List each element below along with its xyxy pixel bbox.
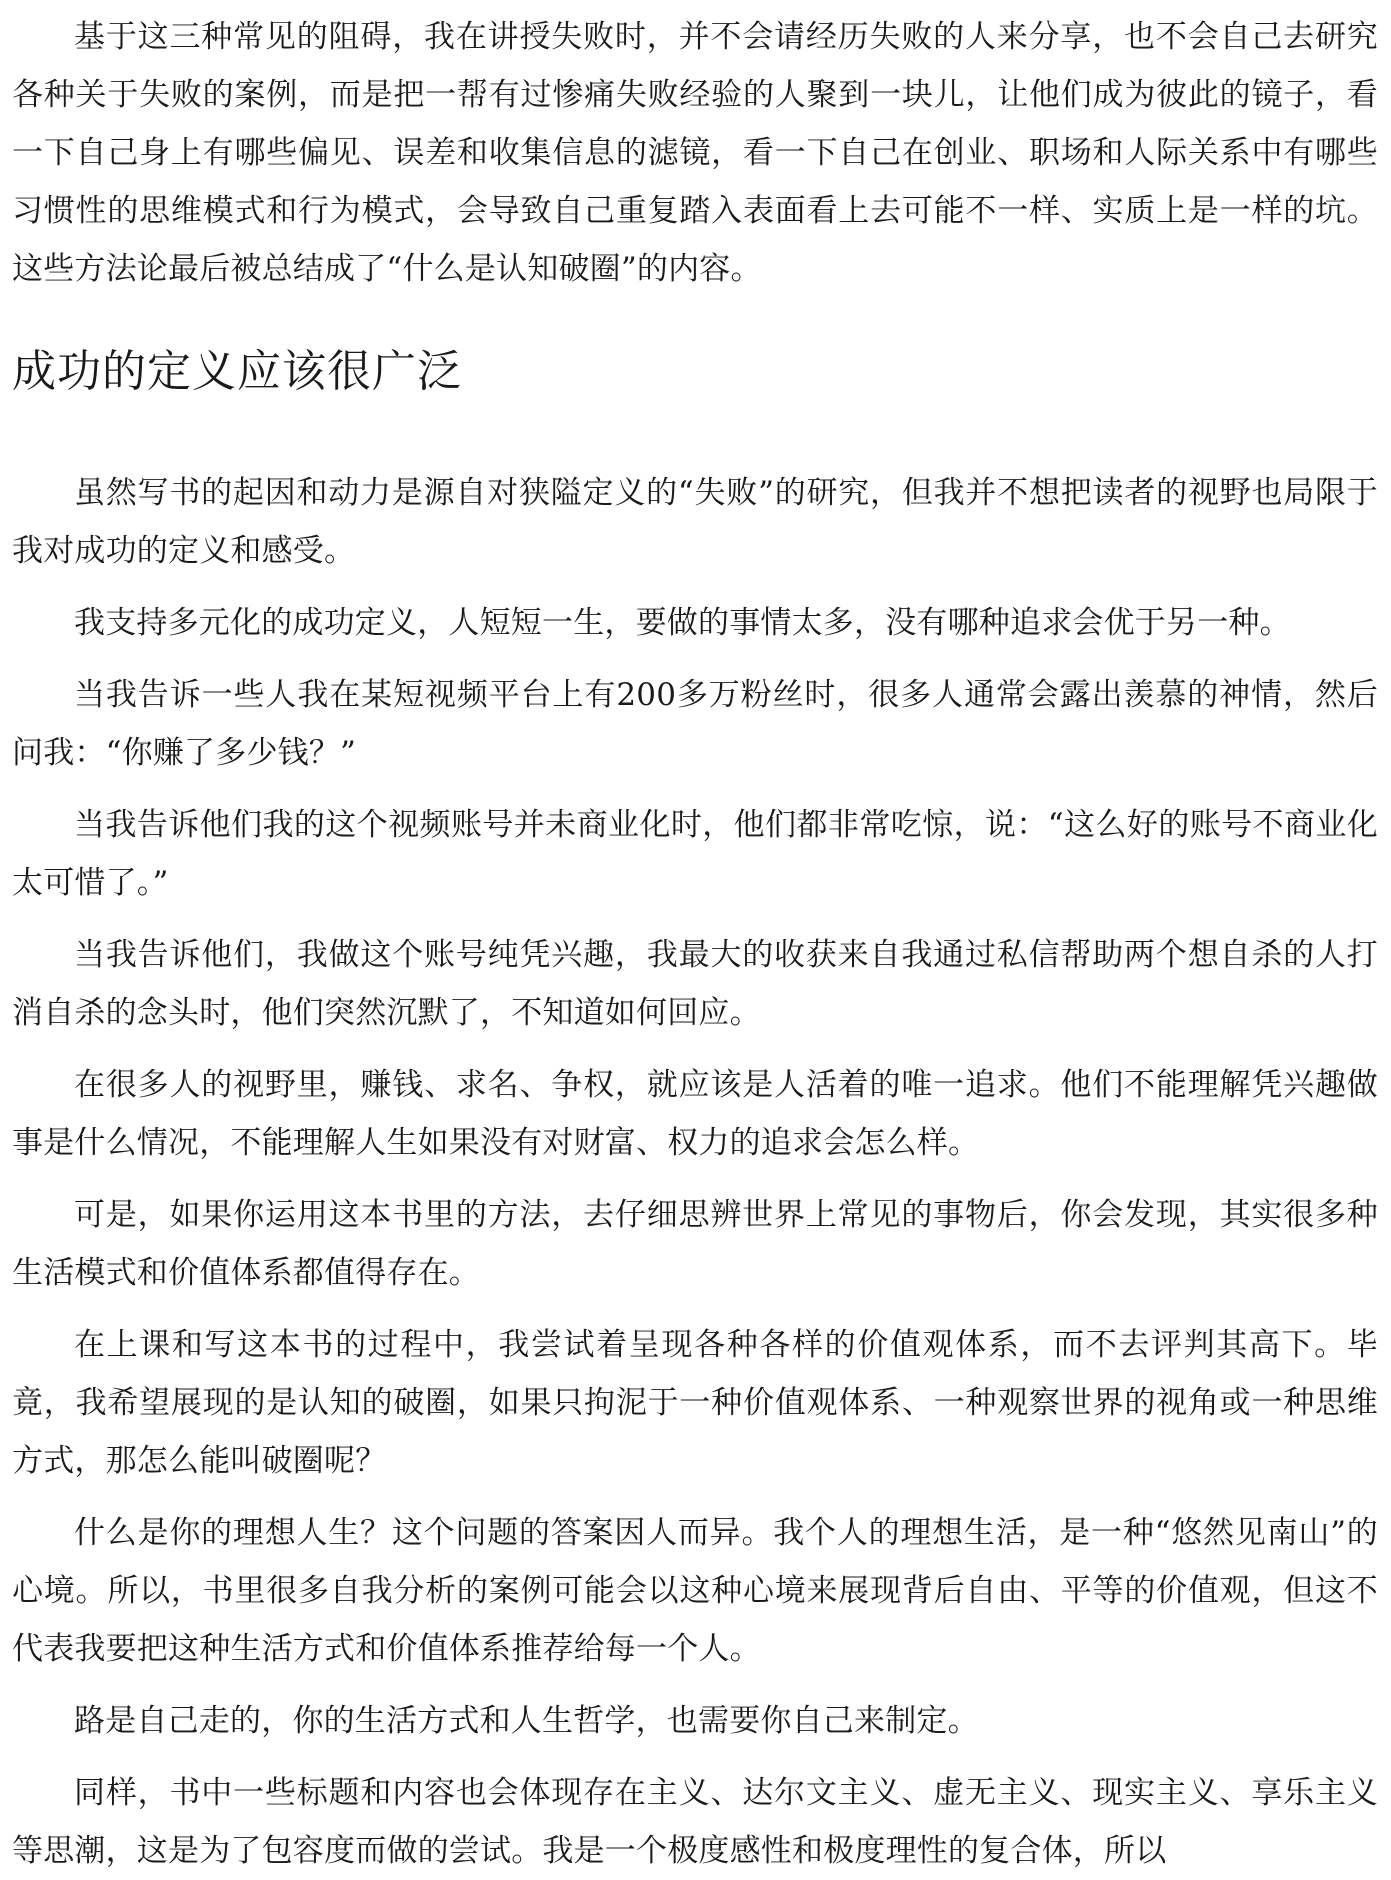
body-paragraph: 当我告诉一些人我在某短视频平台上有200多万粉丝时，很多人通常会露出羡慕的神情，然后问我：“你赚了多少钱？” [12, 677, 1378, 771]
body-paragraph: 在上课和写这本书的过程中，我尝试着呈现各种各样的价值观体系，而不去评判其高下。毕竟，我希望展现的是认知的破圈，如果只拘泥于一种价值观体系、一种观察世界的视角或一种思维方式，那怎么能叫破圈呢？ [12, 1327, 1378, 1479]
body-paragraph: 路是自己走的，你的生活方式和人生哲学，也需要你自己来制定。 [74, 1703, 979, 1739]
body-paragraph: 虽然写书的起因和动力是源自对狭隘定义的“失败”的研究，但我并不想把读者的视野也局限于我对成功的定义和感受。 [12, 475, 1378, 569]
body-paragraph: 可是，如果你运用这本书里的方法，去仔细思辨世界上常见的事物后，你会发现，其实很多种生活模式和价值体系都值得存在。 [12, 1197, 1378, 1291]
intro-block [12, 0, 1378, 298]
section-heading-wrap [12, 342, 1378, 402]
body-paragraph: 当我告诉他们我的这个视频账号并未商业化时，他们都非常吃惊，说：“这么好的账号不商业化太可惜了。” [12, 807, 1378, 901]
body-paragraph: 在很多人的视野里，赚钱、求名、争权，就应该是人活着的唯一追求。他们不能理解凭兴趣做事是什么情况，不能理解人生如果没有对财富、权力的追求会怎么样。 [12, 1067, 1378, 1161]
book-page [12, 0, 1378, 1880]
body-paragraph: 当我告诉他们，我做这个账号纯凭兴趣，我最大的收获来自我通过私信帮助两个想自杀的人打消自杀的念头时，他们突然沉默了，不知道如何回应。 [12, 937, 1378, 1031]
body-paragraph: 同样，书中一些标题和内容也会体现存在主义、达尔文主义、虚无主义、现实主义、享乐主义等思潮，这是为了包容度而做的尝试。我是一个极度感性和极度理性的复合体，所以 [12, 1775, 1378, 1869]
intro-paragraph: 基于这三种常见的阻碍，我在讲授失败时，并不会请经历失败的人来分享，也不会自己去研究各种关于失败的案例，而是把一帮有过惨痛失败经验的人聚到一块儿，让他们成为彼此的镜子，看一下自己身上有哪些偏见、误差和收集信息的滤镜，看一下自己在创业、职场和人际关系中有哪些习惯性的思维模式和行为模式，会导致自己重复踏入表面看上去可能不一样、实质上是一样的坑。这些方法论最后被总结成了“什么是认知破圈”的内容。 [12, 19, 1378, 287]
section-body [12, 464, 1378, 1880]
body-paragraph: 什么是你的理想人生？这个问题的答案因人而异。我个人的理想生活，是一种“悠然见南山”的心境。所以，书里很多自我分析的案例可能会以这种心境来展现背后自由、平等的价值观，但这不代表我要把这种生活方式和价值体系推荐给每一个人。 [12, 1515, 1378, 1667]
section-title: 成功的定义应该很广泛 [12, 346, 462, 397]
body-paragraph: 我支持多元化的成功定义，人短短一生，要做的事情太多，没有哪种追求会优于另一种。 [74, 605, 1291, 641]
